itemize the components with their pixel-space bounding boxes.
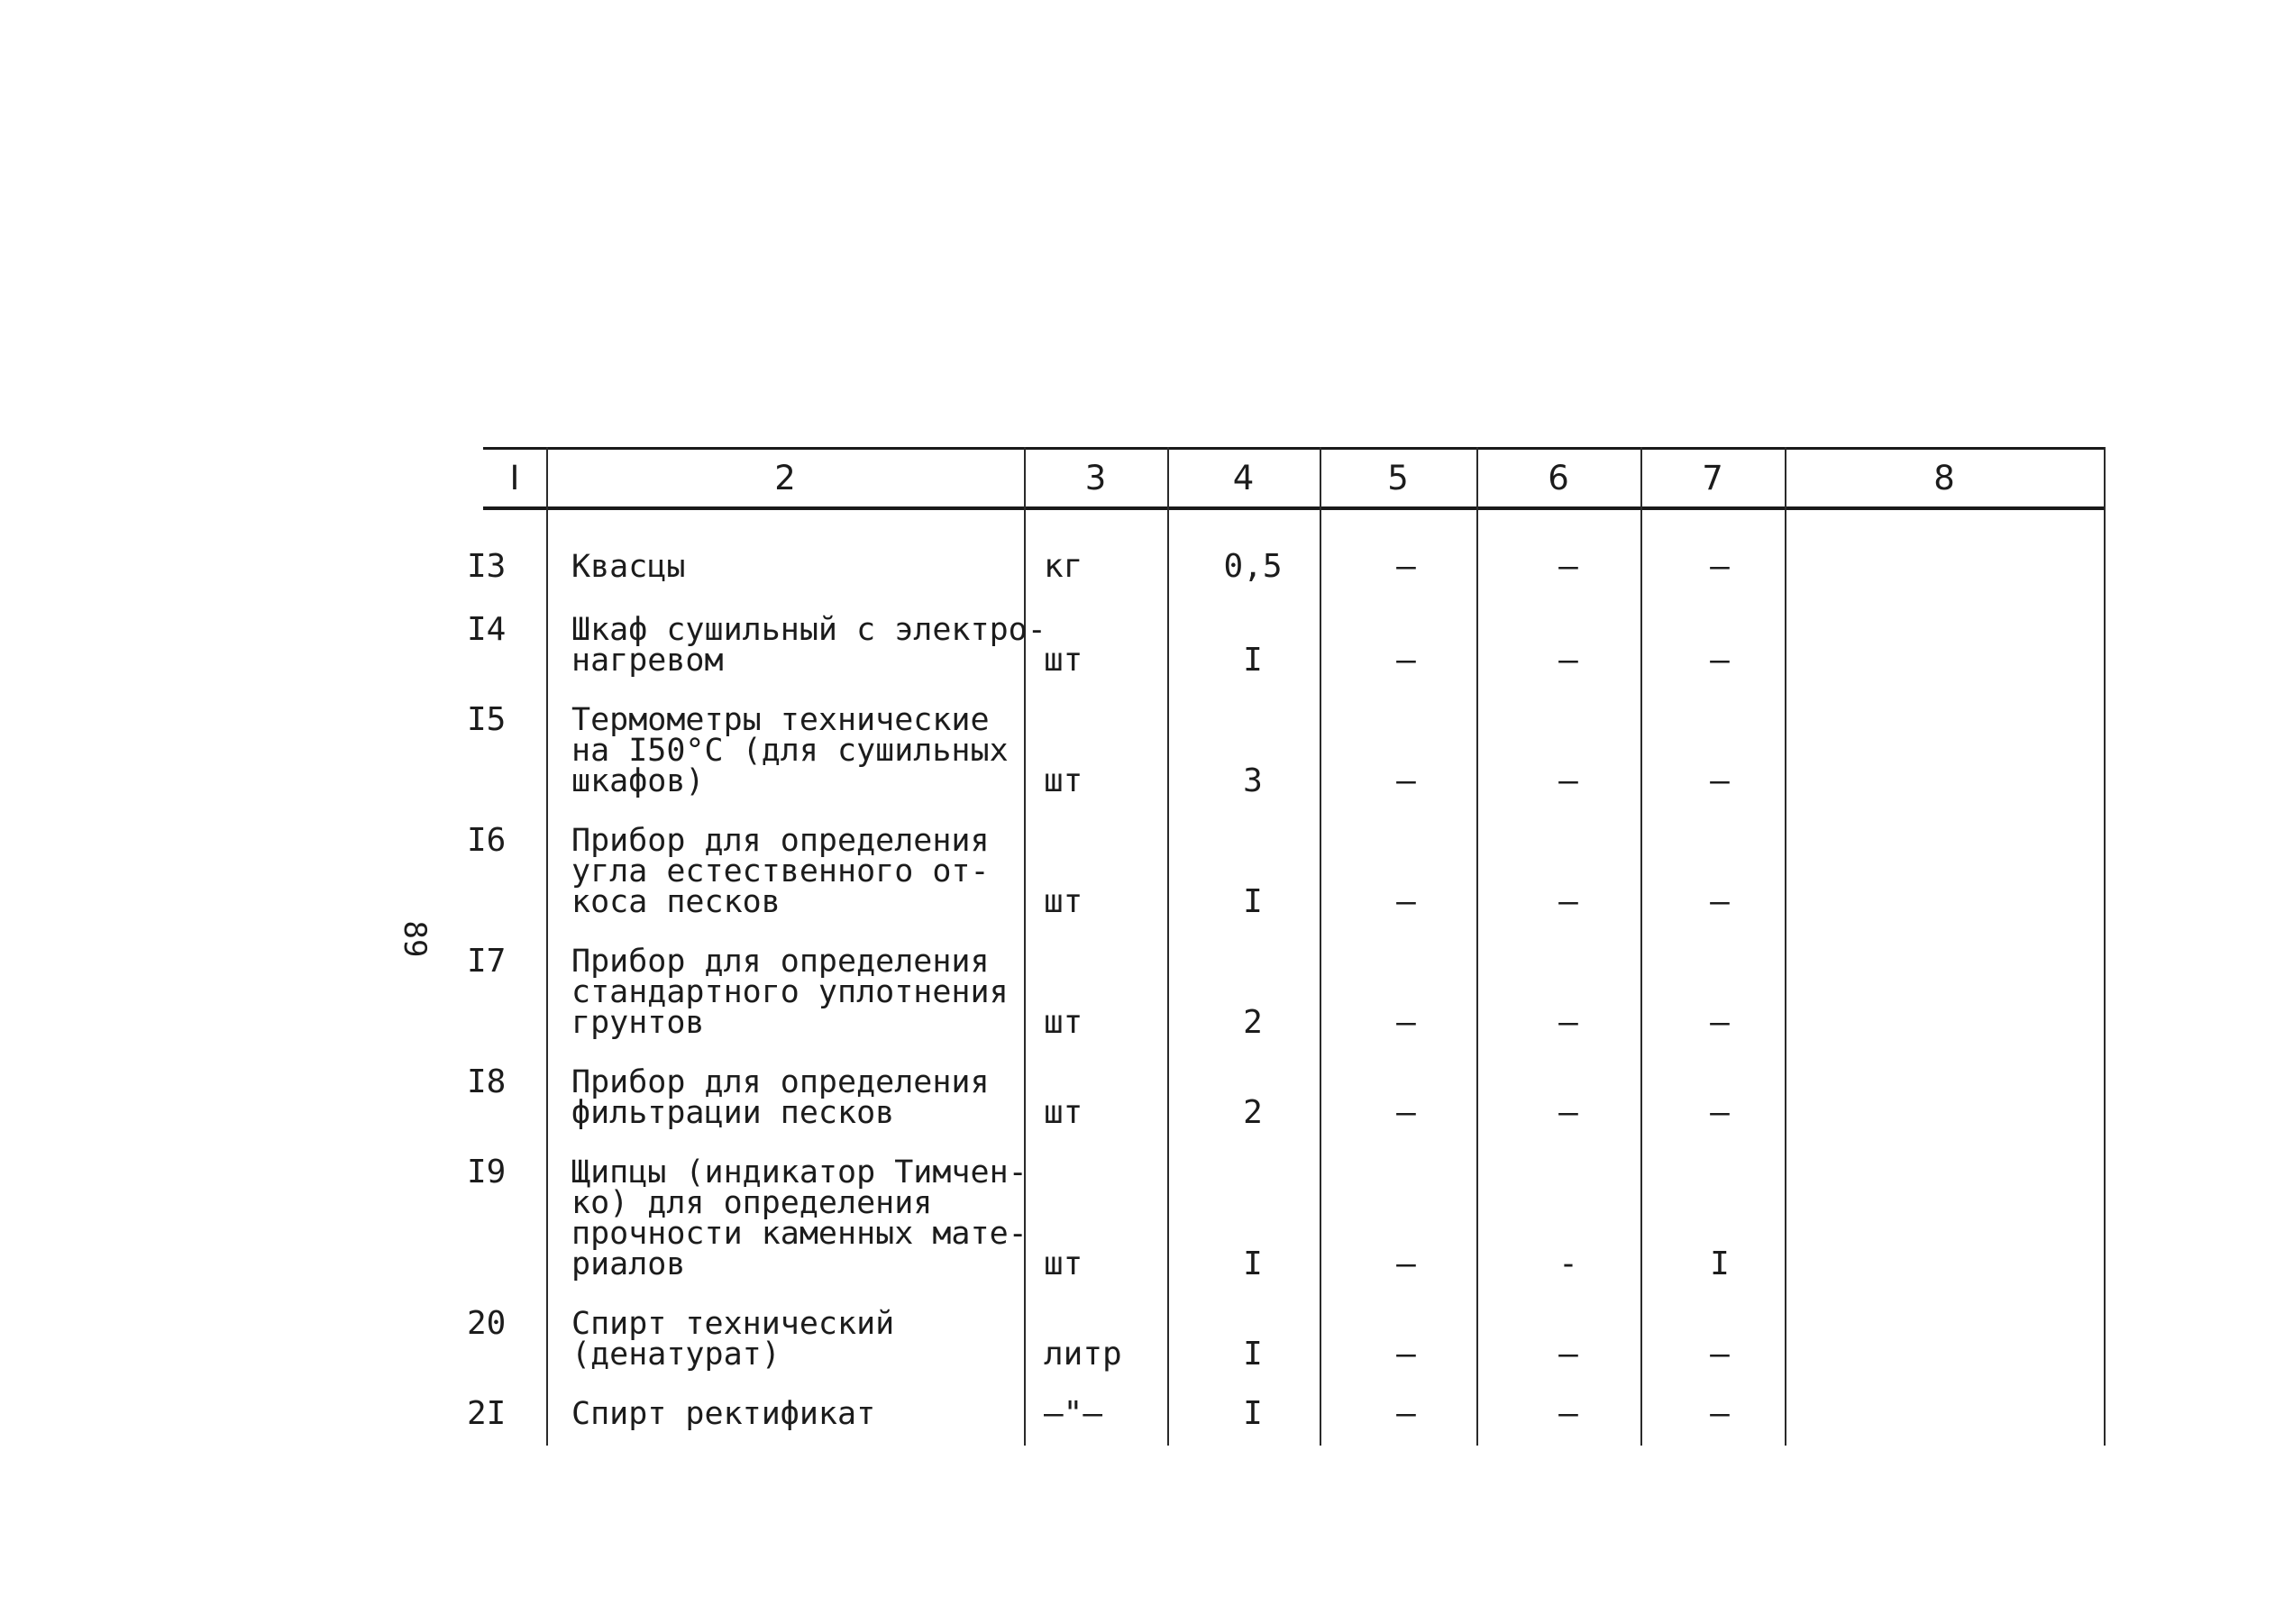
col7-cell: – <box>1710 762 1730 799</box>
column-header: 2 <box>774 459 796 497</box>
col6-cell: – <box>1558 1094 1578 1131</box>
col6-cell: – <box>1558 1395 1578 1432</box>
column-divider <box>1785 447 1786 1446</box>
quantity-cell: I <box>1243 1245 1263 1282</box>
col5-cell: – <box>1396 1395 1416 1432</box>
col5-cell: – <box>1396 1336 1416 1373</box>
unit-cell: –"– <box>1044 1395 1103 1432</box>
item-name: Термометры технические на I50°С (для сушильных шкафов) <box>571 702 1009 799</box>
row-number: I9 <box>467 1154 507 1191</box>
column-divider <box>1476 447 1478 1446</box>
col7-cell: – <box>1710 1004 1730 1041</box>
item-name: Спирт ректификат <box>571 1396 876 1432</box>
unit-cell: литр <box>1044 1336 1122 1373</box>
quantity-cell: 3 <box>1243 762 1263 799</box>
col6-cell: – <box>1558 1336 1578 1373</box>
column-header: 5 <box>1387 459 1409 497</box>
item-name: Квасцы <box>571 549 686 585</box>
unit-cell: шт <box>1044 883 1083 920</box>
col7-cell: – <box>1710 1094 1730 1131</box>
unit-cell: шт <box>1044 642 1083 679</box>
quantity-cell: I <box>1243 642 1263 679</box>
table-top-rule <box>483 447 2106 450</box>
unit-cell: шт <box>1044 1004 1083 1041</box>
column-divider <box>1640 447 1642 1446</box>
item-name: Шкаф сушильный с электро- нагревом <box>571 612 1046 679</box>
item-name: Щипцы (индикатор Тимчен- ко) для определения прочности каменных мате- риалов <box>571 1154 1028 1282</box>
item-name: Прибор для определения стандартного уплотнения грунтов <box>571 944 1009 1041</box>
col7-cell: I <box>1710 1245 1730 1282</box>
col7-cell: – <box>1710 883 1730 920</box>
col6-cell: - <box>1558 1245 1578 1282</box>
col7-cell: – <box>1710 1336 1730 1373</box>
col5-cell: – <box>1396 1004 1416 1041</box>
quantity-cell: I <box>1243 883 1263 920</box>
col6-cell: – <box>1558 883 1578 920</box>
item-name: Спирт технический (денатурат) <box>571 1306 895 1373</box>
column-header: I <box>509 459 520 497</box>
quantity-cell: 2 <box>1243 1094 1263 1131</box>
col5-cell: – <box>1396 642 1416 679</box>
col7-cell: – <box>1710 642 1730 679</box>
quantity-cell: I <box>1243 1336 1263 1373</box>
page-number: 89 <box>397 920 433 958</box>
row-number: I7 <box>467 943 507 980</box>
unit-cell: кг <box>1044 548 1083 585</box>
col7-cell: – <box>1710 1395 1730 1432</box>
row-number: I6 <box>467 822 507 859</box>
header-bottom-rule <box>483 506 2106 510</box>
col6-cell: – <box>1558 762 1578 799</box>
row-number: 20 <box>467 1305 507 1342</box>
table-right-edge <box>2104 447 2106 1446</box>
column-header: 8 <box>1933 459 1955 497</box>
row-number: I8 <box>467 1063 507 1100</box>
col5-cell: – <box>1396 762 1416 799</box>
col5-cell: – <box>1396 1245 1416 1282</box>
column-header: 3 <box>1084 459 1107 497</box>
col5-cell: – <box>1396 883 1416 920</box>
col7-cell: – <box>1710 548 1730 585</box>
column-divider <box>546 447 548 1446</box>
row-number: I5 <box>467 701 507 738</box>
col6-cell: – <box>1558 1004 1578 1041</box>
col5-cell: – <box>1396 548 1416 585</box>
column-divider <box>1167 447 1169 1446</box>
item-name: Прибор для определения фильтрации песков <box>571 1064 990 1131</box>
item-name: Прибор для определения угла естественного от- коса песков <box>571 823 990 920</box>
column-header: 4 <box>1232 459 1255 497</box>
quantity-cell: I <box>1243 1395 1263 1432</box>
column-header: 6 <box>1548 459 1569 497</box>
col5-cell: – <box>1396 1094 1416 1131</box>
unit-cell: шт <box>1044 762 1083 799</box>
row-number: I3 <box>467 548 507 585</box>
quantity-cell: 2 <box>1243 1004 1263 1041</box>
quantity-cell: 0,5 <box>1223 548 1283 585</box>
unit-cell: шт <box>1044 1245 1083 1282</box>
row-number: I4 <box>467 611 507 648</box>
column-header: 7 <box>1702 459 1723 497</box>
column-divider <box>1320 447 1321 1446</box>
unit-cell: шт <box>1044 1094 1083 1131</box>
row-number: 2I <box>467 1395 507 1432</box>
col6-cell: – <box>1558 642 1578 679</box>
col6-cell: – <box>1558 548 1578 585</box>
